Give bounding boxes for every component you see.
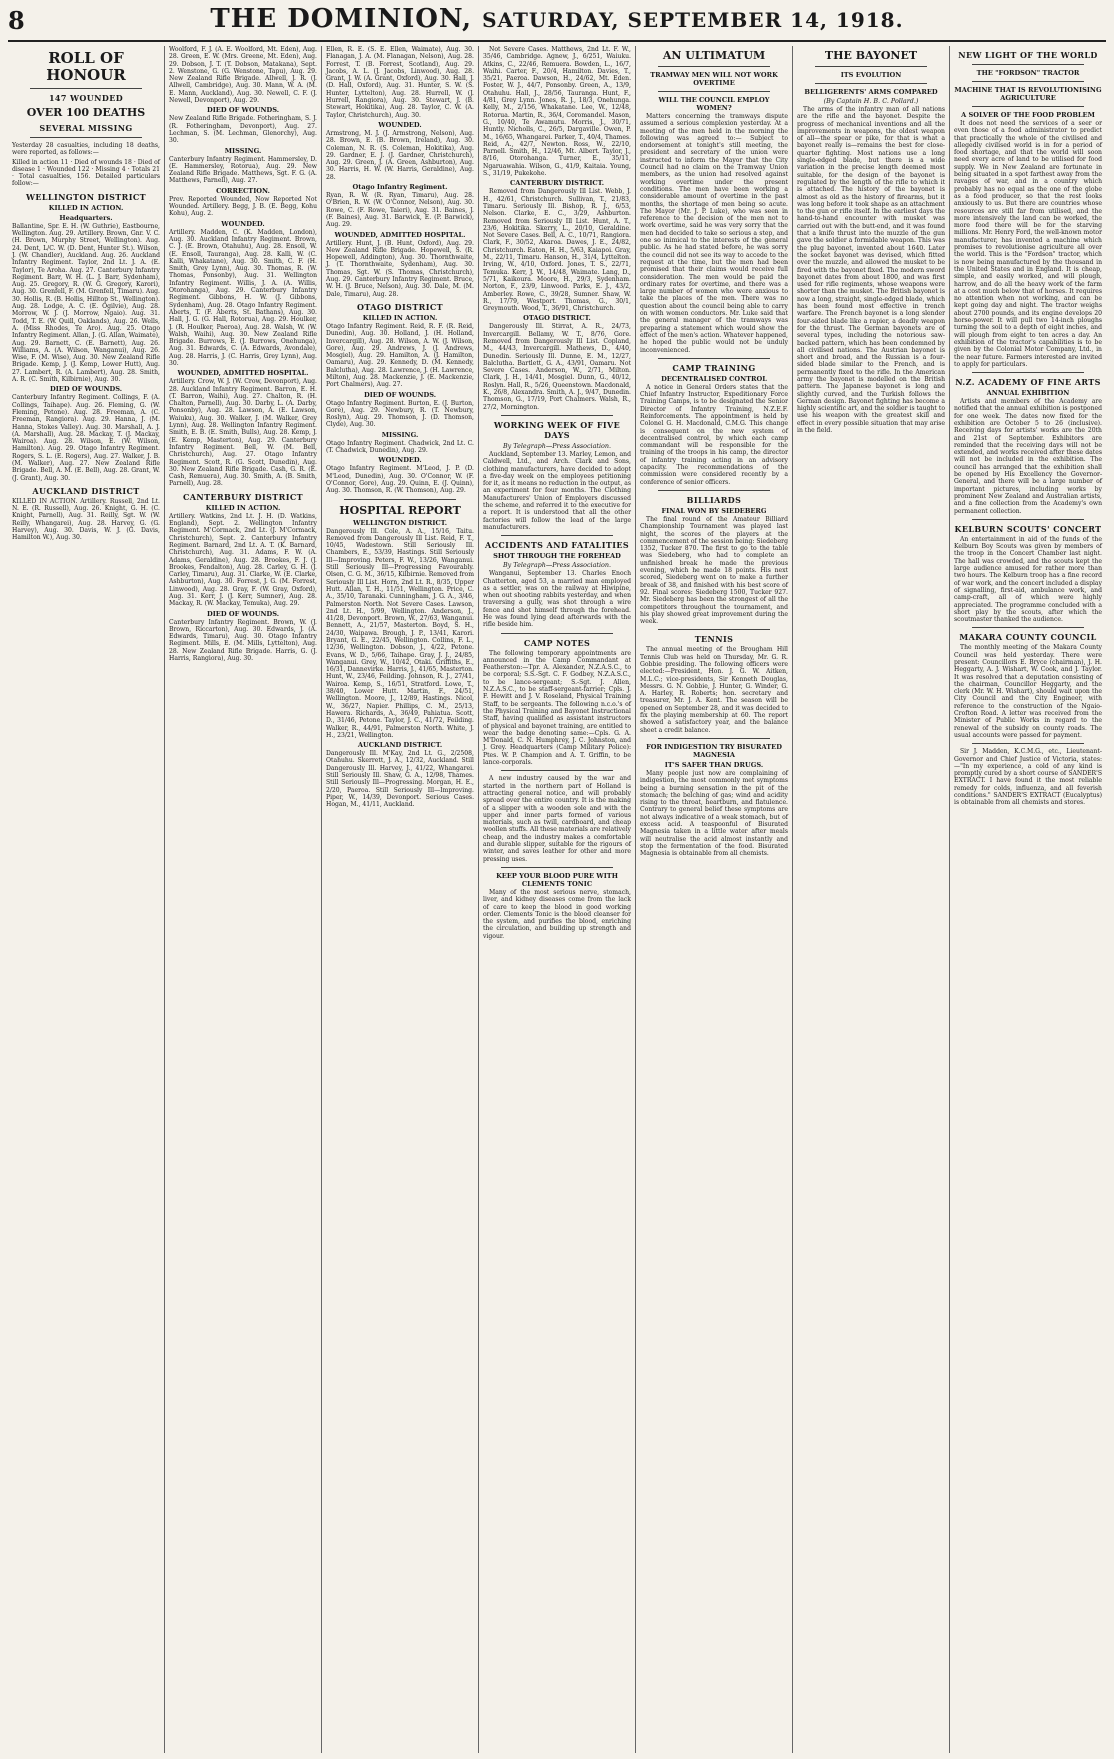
advert-body: Many of the most serious nerve, stomach, liver, and kidney diseases come from the lack of care to keep the blood in good working order. Clements Tonic is the blood cleanser for the system, and purifies the blood, enriching the circulation, and building up strength and vigour. xyxy=(483,888,631,940)
casualty-list: Woolford, F. J. (A. E. Woolford, Mt. Eden), Aug. 28. Green, E. W. (Mrs. Greene, Mt. Eden), Aug. 29. Dobson, J. T. (T. Dobson, Matakana), Sept. 2. Wenstone, G. (G. Wenstone, Tapu), Aug. 29. New Zealand Rifle Brigade. Allwell, J. R. (J. Allwell, Cambridge), Aug. 30. Mann, W. A. (M. E. Mann, Auckland), Aug. 30. Newell, C. F. (J. Newell, Devonport), Aug. 29. xyxy=(169,46,317,105)
fordson-subheadline: THE "FORDSON" TRACTOR xyxy=(976,69,1080,77)
divider xyxy=(972,64,1084,65)
casualty-list: Prev. Reported Wounded, Now Reported Not Wounded. Artillery. Begg, J. B. (E. Begg, Kohu Kohu), Aug. 2. xyxy=(169,195,317,218)
divider xyxy=(501,415,613,416)
casualty-list: Ellen, R. E. (S. E. Ellen, Waimate), Aug. 30. Flanagan, J. A. (M. Flanagan, Nelson), Aug. 28. Forrest, T. (B. Forrest, Scotland), Aug. 29. Jacobs, A. L. (J. Jacobs, Linwood), Aug. 28. Grant, J. W. (A. Grant, Oxford), Aug. 30. Hall, J. (D. Hall, Oxford), Aug. 31. Hunter, S. W. (S. Hunter, Lyttelton), Aug. 28. Hurrell, W. (J. Hurrell, Rangiora), Aug. 30. Stewart, J. (B. Stewart, Hokitika), Aug. 28. Taylor, C. W. (A. Taylor, Christchurch), Aug. 30. xyxy=(326,46,474,119)
fordson-subheadline-3: A SOLVER OF THE FOOD PROBLEM xyxy=(961,111,1095,119)
article-body: The arms of the infantry man of all nations are the rifle and the bayonet. Despite the progress of mechanical inventions and all the improvements in weapons, the oldest weapon of all—the spear or pike, for that is what a bayonet really is—remains the best for close-quarter fighting. Most nations use a long single-edged blade, but there is a wide variation in the precise length deemed most suitable, for the design of the bayonet is regulated by the length of the rifle to which it is attached. The history of the bayonet is almost as old as the history of firearms, but it was long before it took shape as an attachment to the gun or rifle itself. In the earliest days the hand-to-hand encounter with musket was carried out with the butt-end, and it was found that a knife thrust into the muzzle of the gun gave the soldier a formidable weapon. This was the plug bayonet, invented about 1640. Later the socket bayonet was devised, which fitted over the muzzle, and allowed the musket to be fired with the bayonet fixed. The modern sword bayonet dates from about 1800, and was first used for rifle regiments, whose weapons were shorter than the musket. The British bayonet is now a long, straight, single-edged blade, which has been found most effective in trench warfare. The French bayonet is a long slender four-sided blade like a rapier, a deadly weapon for the thrust. The German bayonets are of several types, including the notorious saw-backed pattern, which has been condemned by all civilised nations. The Austrian bayonet is short and broad, and the Russian is a four-sided blade similar to the French, and is permanently fixed to the rifle. In the American army the bayonet is modelled on the British pattern. The Japanese bayonet is long and slightly curved, and the Turkish follows the German design. Bayonet fighting has become a highly scientific art, and the soldier is taught to use his weapon with the greatest skill and effect in every possible situation that may arise in the field. xyxy=(797,106,945,435)
otago-district-heading: OTAGO DISTRICT xyxy=(357,301,443,312)
article-body: A notice in General Orders states that the Chief Infantry Instructor, Expeditionary Force Training Camps, is to be designated the Senior Director of Infantry Training, N.Z.E.F. Reinforcements. The appointment is held by Colonel G. H. Macdonald, C.M.G. This change is consequent on the new system of decentralised control, by which each camp commandant will be responsible for the training of the troops in his camp, the director of infantry training acting in an advisory capacity. The recommendations of the commission were considered recently by a conference of senior officers. xyxy=(640,383,788,486)
byline: By Telegraph—Press Association. xyxy=(502,561,612,570)
divider xyxy=(658,91,770,92)
canterbury-district-heading: CANTERBURY DISTRICT. xyxy=(509,179,605,188)
casualty-list: Artillery. Watkins, 2nd Lt. J. H. (D. Watkins, England), Sept. 2. Wellington Infantry Regiment. M'Cormack, 2nd Lt. (J. M'Cormack, Christchurch), Sept. 2. Canterbury Infantry Regiment. Barnard, 2nd Lt. A. T. (K. Barnard, Christchurch), Aug. 31. Adams, F. W. (A. Adams, Geraldine), Aug. 28. Brookes, F. J. (J. Brookes, Fendalton), Aug. 28. Carley, G. H. (J. Carley, Timaru), Aug. 31. Clarke, W. (E. Clarke, Ashburton), Aug. 30. Forrest, J. G. (M. Forrest, Linwood), Aug. 28. Gray, F. (W. Gray, Oxford), Aug. 31. Kerr, J. (J. Kerr, Sumner), Aug. 28. Mackay, R. (W. Mackay, Temuka), Aug. 29. xyxy=(169,512,317,608)
deaths-heading: OVER 100 DEATHS xyxy=(26,106,146,119)
camp-training-headline: CAMP TRAINING xyxy=(672,362,756,373)
council-subheadline: WILL THE COUNCIL EMPLOY WOMEN? xyxy=(658,96,770,112)
kelburn-headline: KELBURN SCOUTS' CONCERT xyxy=(954,523,1102,534)
makara-headline: MAKARA COUNTY COUNCIL xyxy=(959,632,1097,643)
regiment-heading: Otago Infantry Regiment. xyxy=(352,183,448,192)
divider xyxy=(658,490,770,491)
article-body: Wanganui, September 13. Charles Enoch Chatterton, aged 53, a married man employed as a settler, was on the railway at Hiwipine, when out shooting rabbits yesterday, and when traversing a gully, was shot through a wire fence and shot himself through the forehead. He was found lying dead afterwards with the rifle beside him. xyxy=(483,570,631,629)
new-light-headline: NEW LIGHT OF THE WORLD xyxy=(958,50,1098,60)
newspaper-name: THE DOMINION, xyxy=(210,4,473,34)
accidents-subheadline: SHOT THROUGH THE FOREHEAD xyxy=(493,552,621,561)
hospital-list: Removed from Dangerously Ill List. Webb, J. H., 42/61, Christchurch. Sullivan, T., 21/83, Timaru. Seriously Ill. Bishop, R. J., 6/53, Nelson. Clarke, E. C., 3/29, Ashburton. Removed from Seriously Ill List. Hunt, A. T., 23/6, Hokitika. Skerry, L., 20/10, Geraldine. Not Severe Cases. Bell, A. C., 10/71, Rangiora. Clark, F., 30/52, Akaroa. Dawes, J. E., 24/82, Christchurch. Eaton, H. H., 5/63, Kaiapoi. Gray, M., 22/11, Timaru. Hanson, H., 31/4, Lyttelton. Irving, W., 4/10, Oxford. Jones, T. S., 22/71, Temuka. Kerr, J. W., 14/48, Waimate. Lang, D., 5/71, Kaikoura. Moore, H., 29/3, Sydenham. Norton, F., 23/9, Linwood. Parks, E. J., 43/2, Amberley. Rowe, C., 39/28, Sumner. Shaw, W. R., 17/79, Westport. Thomas, G., 30/1, Greymouth. Wood, T., 36/91, Christchurch. xyxy=(483,188,631,313)
divider xyxy=(815,66,927,67)
casualty-list: Armstrong, M. J. (J. Armstrong, Nelson), Aug. 28. Brown, E. (B. Brown, Ireland), Aug. 30. Coleman, N. R. (S. Coleman, Hokitika), Aug. 29. Gardner, E. J. (J. Gardner, Christchurch), Aug. 29. Green, J. (A. Green, Ashburton), Aug. 30. Harris, H. W. (W. Harris, Geraldine), Aug. 28. xyxy=(326,129,474,181)
auckland-district-heading: AUCKLAND DISTRICT xyxy=(32,485,140,496)
casualty-list: Canterbury Infantry Regiment. Collings, F. (A. Collings, Taihape). Aug. 26. Fleming, G. (W. Fleming, Petone). Aug. 28. Freeman, A. (C. Freeman, Rangiora). Aug. 29. Hanna, J. (M. Hanna, Stokes Valley). Aug. 30. Marshall, A. J. (A. Marshall), Aug. 28. Mackay, T. (J. Mackay, Wairoa). Aug. 28. Wilson, E. (W. Wilson, Hamilton). Aug. 29. Otago Infantry Regiment. Rogers, S. L. (E. Rogers), Aug. 27. Walker, J. B. (M. Walker), Aug. 27. New Zealand Rifle Brigade. Bell, A. M. (E. Bell), Aug. 28. Grant, W. (J. Grant), Aug. 30. xyxy=(12,394,160,482)
fordson-subheadline-2: MACHINE THAT IS REVOLUTIONISING AGRICULTURE xyxy=(954,86,1102,102)
hospital-list: Not Severe Cases. Matthews, 2nd Lt. F. W., 35/46, Cambridge. Agnew, J., 6/251, Waiuku. Atkins, C., 22/46, Remuera. Bowden, L., 16/7, Waihi. Carter, F., 20/4, Hamilton. Davies, T., 35/21, Paeroa. Dawson, H., 24/62, Mt. Eden. Foster, W. J., 44/7, Ponsonby. Green, A., 13/9, Otahuhu. Hall, J., 28/56, Tauranga. Hunt, F., 4/81, Grey Lynn. Jones, R. J., 18/3, Onehunga. Kelly, M., 2/156, Whakatane. Lee, W., 12/48, Rotorua. Martin, R., 36/4, Coromandel. Mason, G., 10/40, Te Awamutu. Morris, J., 30/71, Huntly. Nicholls, C., 26/5, Dargaville. Owen, P. M., 16/65, Whangarei. Parker, T., 40/4, Thames. Reid, A., 42/7, Newton. Ross, W., 22/10, Parnell. Smith, H., 12/46, Mt. Albert. Taylor, J., 8/16, Otorohanga. Turner, E., 35/11, Ngaruawahia. Wilson, G., 41/9, Kaitaia. Young, S., 31/19, Pukekohe. xyxy=(483,46,631,178)
article-body: An entertainment in aid of the funds of the Kelburn Boy Scouts was given by members of the troop in the Concert Chamber last night. The hall was crowded, and the scouts kept the large audience amused for rather more than two hours. The Kelburn troop has a fine record of war work, and the concert included a display of signalling, first-aid, ambulance work, and camp-craft, all of which were highly appreciated. The programme concluded with a short play by the scouts, after which the scoutmaster thanked the audience. xyxy=(954,535,1102,624)
divider xyxy=(972,372,1084,373)
canterbury-district-heading: CANTERBURY DISTRICT xyxy=(183,491,303,502)
hospital-list: Dangerously Ill. Stirrat, A. R., 24/73, Invercargill. Bellamy, W. T., 8/76, Gore. Removed from Dangerously Ill List. Copland, M., 44/43, Invercargill. Mathews, D., 4/40, Dunedin. Seriously Ill. Dunne, E. M., 12/27, Balclutha. Bartlett, G. A., 43/91, Oamaru. Not Severe Cases. Anderson, W., 2/71, Milton. Clark, J. H., 14/41, Mosgiel. Dunn, G., 40/12, Roslyn. Hall, R., 5/26, Queenstown. Macdonald, K., 26/8, Alexandra. Smith, A. J., 9/47, Dunedin. Thomson, G., 17/19, Port Chalmers. Walsh, R., 27/2, Mornington. xyxy=(483,323,631,411)
column-6 xyxy=(793,46,950,1753)
died-of-wounds-heading: DIED OF WOUNDS. xyxy=(206,609,280,618)
missing-heading: MISSING. xyxy=(381,430,419,439)
byline: (By Captain H. B. C. Pollard.) xyxy=(823,97,919,105)
wellington-district-heading: WELLINGTON DISTRICT. xyxy=(352,518,448,527)
missing-heading: SEVERAL MISSING xyxy=(39,123,133,133)
killed-in-action-heading: KILLED IN ACTION. xyxy=(48,203,124,212)
academy-subheadline: ANNUAL EXHIBITION xyxy=(986,389,1070,398)
hospital-list: Dangerously Ill. Cole, A. A., 15/16, Taitu. Removed from Dangerously Ill List. Reid, F. T., 10/45, Wadestown. Still Seriously Ill. Chambers, E., 53/39, Hastings. Still Seriously Ill—Improving. Peters, F. W., 13/26, Wanganui. Still Seriously Ill—Progressing Favourably. Olsen, C. G. M., 36/15, Kilbirnie. Removed from Seriously Ill List. Horn, 2nd Lt. R., 8/35, Upper Hutt. Allan, T. H., 11/51, Wellington. Price, C. A., 35/10, Taranaki. Cunningham, J. G. A., 3/46, Palmerston North. Not Severe Cases. Lawson, 2nd Lt. H., 5/99, Wellington. Anderson, J., 41/28, Devonport. Brown, W., 27/63, Wanganui. Bennett, A., 21/57, Masterton. Boyd, S. H., 24/30, Waipawa. Brough, J. P., 13/41, Karori. Bryant, G. E., 22/45, Wellington. Collins, F. L., 12/36, Wellington. Dobson, J., 4/22, Petone. Evans, W. D., 5/66, Taihape. Gray, J. J., 24/85, Wanganui. Grey, W., 10/42, Otaki. Griffiths, E., 16/31, Dannevirke. Harris, J., 41/65, Masterton. Hunt, W., 23/46, Feilding. Johnson, R. J., 27/41, Wairoa. Kemp, S., 16/51, Stratford. Lowe, T., 38/40, Lower Hutt. Martin, F., 24/51, Wellington. Moore, J., 12/89, Hastings. Nicol, W., 36/27, Napier. Phillips, C. M., 25/13, Hawera. Richards, A., 36/49, Pahiatua. Scott, D., 31/46, Petone. Taylor, J. C., 41/72, Feilding. Walker, R., 44/91, Palmerston North. White, J. H., 23/21, Wellington. xyxy=(326,527,474,739)
divider xyxy=(815,83,927,84)
divider xyxy=(972,743,1084,744)
wounded-admitted-heading: WOUNDED, ADMITTED HOSPITAL. xyxy=(177,369,309,378)
bayonet-headline: THE BAYONET xyxy=(824,49,918,62)
article-body: The annual meeting of the Brougham Hill Tennis Club was held on Thursday, Mr. G. R. Gobbie presiding. The following officers were elected:—President, Hon. J. G. W. Aitken, M.L.C.; vice-presidents, Sir Kenneth Douglas, Messrs. G. N. Gobbie, J. Hunter, G. Winder, G. A. Harley, R. Roberts; hon. secretary and treasurer, Mr. J. A. Kent. The season will be opened on September 28, and it was decided to fix the playing membership at 60. The report showed a satisfactory year, and the balance sheet a credit balance. xyxy=(640,646,788,734)
byline: By Telegraph—Press Association. xyxy=(502,441,612,450)
killed-in-action-heading: KILLED IN ACTION. xyxy=(362,313,438,322)
article-body: A new industry caused by the war and started in the northern part of Holland is attracting general notice, and will probably spread over the entire country. It is the making of a slipper with a wooden sole and with the upper and inner parts formed of various materials, such as twill, cardboard, and cheap woollen stuffs. All these materials are relatively cheap, and the industry makes a comfortable and durable slipper, suitable for the rigours of winter, and saves leather for other and more pressing uses. xyxy=(483,775,631,863)
divider xyxy=(501,867,613,868)
casualty-list: Otago Infantry Regiment. Reid, R. F. (R. Reid, Dunedin), Aug. 30. Holland, J. (H. Holland, Invercargill), Aug. 28. Wilson, A. W. (J. Wilson, Gore), Aug. 29. Andrews, J. (J. Andrews, Mosgiel), Aug. 29. Hamilton, A. (J. Hamilton, Oamaru), Aug. 29. Kennedy, D. (M. Kennedy, Balclutha), Aug. 28. Lawrence, J. (H. Lawrence, Milton), Aug. 28. Mackenzie, J. (E. Mackenzie, Port Chalmers), Aug. 27. xyxy=(326,322,474,389)
bayonet-subheadline: ITS EVOLUTION xyxy=(840,71,902,79)
wounded-heading: WOUNDED. xyxy=(378,456,422,465)
column-1 xyxy=(8,46,165,1753)
divider xyxy=(658,629,770,630)
column-4 xyxy=(479,46,636,1753)
article-body: Matters concerning the tramways dispute assumed a serious complexion yesterday. At a meeting of the men held in the morning the following was agreed to:— Subject to endorsement at tonight's still meeting, the president and secretary of the union were instructed to inform the Mayor that the City Council had no claim on the Tramway Union members, as the union had resolved against working overtime under the present conditions. The men have been working a considerable amount of overtime in the past months, the shortage of men being so acute. The Mayor (Mr. J. P. Luke), who was seen in reference to the decision of the men not to work overtime, said he was very sorry that the men had decided to take so serious a step, and one so inimical to the interests of the general public. As he had stated before, he was sorry the council did not see its way to accede to the request at the time, but the men had been promised that their claims would receive full consideration. The men would be paid the ordinary rates for overtime, and there was a large number of women who were anxious to take the places of the men. There was no question about the council being able to carry on with women conductors. Mr. Luke said that the general manager of the tramways was preparing a statement which would show the effect of the men's action. Whatever happened, he hoped the public would not be unduly inconvenienced. xyxy=(640,113,788,354)
divider xyxy=(344,499,456,500)
divider xyxy=(30,88,142,89)
wounded-admitted-heading: WOUNDED, ADMITTED HOSPITAL. xyxy=(334,230,466,239)
billiards-subheadline: FINAL WON BY SIEDEBERG xyxy=(661,506,767,515)
bayonet-subheadline-2: BELLIGERENTS' ARMS COMPARED xyxy=(804,88,938,96)
casualty-list: KILLED IN ACTION. Artillery. Russell, 2nd Lt. N. E. (R. Russell), Aug. 26. Knight, G. H. (C. Knight, Parnell), Aug. 31. Reilly, Sgt. W. (W. Reilly, Whangarei), Aug. 28. Harvey, G. (G. Harvey), Aug. 30. Davis, W. J. (G. Davis, Hamilton W.), Aug. 30. xyxy=(12,497,160,542)
casualty-list: Otago Infantry Regiment. Burton, E. (J. Burton, Gore), Aug. 29. Newbury, R. (T. Newbury, Roslyn), Aug. 29. Thomson, J. (D. Thomson, Clyde), Aug. 30. xyxy=(326,399,474,429)
roll-summary: Killed in action 11 · Died of wounds 18 · Died of disease 1 · Wounded 122 · Missing 4 · Totals 21 · Total casualties, 156. Detailed particulars follow:— xyxy=(12,158,160,188)
article-body: Artists and members of the Academy are notified that the annual exhibition is postponed for one week. The dates now fixed for the exhibition are October 5 to 26 (inclusive). Receiving days for artists' works are the 20th and 21st of September. Exhibitors are reminded that the receiving days will not be extended, and works received after these dates will not be included in the exhibition. The council has arranged that the exhibition shall be opened by His Excellency the Governor-General, and there will be a large number of important pictures, including works by prominent New Zealand and Australian artists, and a fine collection from the Academy's own permanent collection. xyxy=(954,398,1102,515)
casualty-list: Canterbury Infantry Regiment. Hammersley, D. (E. Hammersley, Rotorua), Aug. 29. New Zealand Rifle Brigade. Matthews, Sgt. F. G. (A. Matthews, Parnell), Aug. 27. xyxy=(169,155,317,185)
tennis-headline: TENNIS xyxy=(694,634,734,645)
ultimatum-headline: AN ULTIMATUM xyxy=(662,49,766,62)
casualty-list: New Zealand Rifle Brigade. Fotheringham, S. J. (R. Fotheringham, Devonport), Aug. 27. Lechman, S. (M. Lechman, Glenorchy), Aug. 30. xyxy=(169,115,317,145)
divider xyxy=(501,535,613,536)
hospital-report-heading: HOSPITAL REPORT xyxy=(339,503,461,517)
auckland-district-heading: AUCKLAND DISTRICT. xyxy=(357,741,443,750)
accidents-headline: ACCIDENTS AND FATALITIES xyxy=(484,540,630,551)
camp-training-subheadline: DECENTRALISED CONTROL xyxy=(661,374,767,383)
column-7 xyxy=(950,46,1106,1753)
wounded-heading: 147 WOUNDED xyxy=(48,93,124,103)
headquarters-heading: Headquarters. xyxy=(59,213,113,222)
columns xyxy=(8,46,1106,1753)
divider xyxy=(658,358,770,359)
missing-heading: MISSING. xyxy=(224,146,262,155)
camp-notes-headline: CAMP NOTES xyxy=(523,637,591,648)
casualty-list: Ballantine, Spr. E. H. (W. Guthrie), Eastbourne, Wellington. Aug. 29. Artillery. Brown, Gnr. V. C. (H. Brown, Murphy Street, Wellington). Aug. 24. Dent, L/C. W. (D. Dent, Hunter St.). Wilson, J. (W. Chandler), Auckland. Aug. 26. Auckland Infantry Regiment. Taylor, 2nd Lt. J. A. (E. Taylor), Te Aroha. Aug. 27. Canterbury Infantry Regiment. Barr, W. H. (L. J. Barr, Sydenham), Aug. 25. Gregory, R. (W. G. Gregory, Karori), Aug. 30. Grenfell, F. (M. Grenfell, Timaru). Aug. 30. Hollis, R. (B. Hollis, Hilltop St., Wellington). Aug. 28. Lodge, A. C. (E. Ogilvie), Aug. 28. Morrow, W. J. (J. Morrow, Ngaio). Aug. 31. Todd, T. E. (W. Quill, Oaklands), Aug. 26. Wells, A. (Miss Rhodes, Te Aro). Aug. 25. Otago Infantry Regiment. Allan, J. (G. Allan, Waimate), Aug. 29. Barnett, C. (E. Barnett), Aug. 26. Williams, A. (A. Wilson, Wanganui), Aug. 26. Wise, F. (M. Wise), Aug. 30. New Zealand Rifle Brigade. Kemp, J. (J. Kemp, Lower Hutt), Aug. 27. Lambert, R. (A. Lambert), Aug. 28. Smith, A. R. (C. Smith, Kilbirnie), Aug. 30. xyxy=(12,222,160,384)
divider xyxy=(972,106,1084,107)
died-of-wounds-heading: DIED OF WOUNDS. xyxy=(49,385,123,394)
wounded-heading: WOUNDED. xyxy=(221,219,265,228)
divider xyxy=(501,770,613,771)
correction-heading: CORRECTION. xyxy=(216,186,270,195)
indigestion-advert-subheadline: IT'S SAFER THAN DRUGS. xyxy=(664,760,764,769)
article-body: It does not need the services of a seer or even those of a food administrator to predict that practically the whole of the civilised and allegedly civilised world is in for a period of food shortage, and that the world will soon need every acre of land to be utilised for food supply. We in New Zealand are fortunate in being situated in a spot farthest away from the ravages of war, and in a country which probably has no equal as the one of the globe as a food producer, so that the rest looks anxiously to us. But there are countries whose resources are still far from utilised, and the more intensively the land can be worked, the more food there will be for the starving millions. Mr. Henry Ford, the well-known motor manufacturer, has invented a machine which promises to revolutionise agriculture all over the world. This is the "Fordson" tractor, which is now being manufactured by the thousand in the United States and in England. It is cheap, simple, and easily worked, and will plough, harrow, and do all the heavy work of the farm at a cost much below that of horses. It requires no attention when not working, and can be kept going day and night. The tractor weighs about 2700 pounds, and its engine develops 20 horse-power. It will pull two 14-inch ploughs turning the soil to a depth of eight inches, and will plough from eight to ten acres a day. An exhibition of the tractor's capabilities is to be given by the Colonial Motor Company, Ltd., in the near future. Farmers interested are invited to apply for particulars. xyxy=(954,120,1102,368)
killed-in-action-heading: KILLED IN ACTION. xyxy=(205,503,281,512)
wellington-district-heading: WELLINGTON DISTRICT xyxy=(26,191,146,202)
column-2 xyxy=(165,46,322,1753)
casualty-list: Artillery. Madden, C. (K. Madden, London), Aug. 30. Auckland Infantry Regiment. Brown, C. J. (E. Brown, Otahuhu), Aug. 28. Ensoll, W. (E. Ensoll, Tauranga), Aug. 28. Kalli, W. (C. Kalli, Whakatane), Aug. 30. Smith, C. F. (H. Smith, Grey Lynn), Aug. 30. Thomas, R. (W. Thomas, Ponsonby), Aug. 31. Wellington Infantry Regiment. Willis, J. A. (A. Willis, Otorohanga), Aug. 29. Canterbury Infantry Regiment. Gibbons, H. W. (J. Gibbons, Sydenham), Aug. 28. Otago Infantry Regiment. Aberts, T. (F. Aberts, St. Bathans), Aug. 30. Hall, J. G. (G. Hall, Rotorua), Aug. 29. Houlker, J. (R. Houlker, Paeroa), Aug. 28. Walsh, W. (W. Walsh, Waihi), Aug. 30. New Zealand Rifle Brigade. Burrows, E. (J. Burrows, Onehunga), Aug. 31. Edwards, C. (A. Edwards, Avondale), Aug. 28. Harris, J. (C. Harris, Grey Lynn), Aug. 30. xyxy=(169,228,317,367)
casualty-list: Artillery. Hunt, J. (B. Hunt, Oxford), Aug. 29. New Zealand Rifle Brigade. Hopewell, S. (R. Hopewell, Addington), Aug. 30. Thornthwaite, J. (T. Thornthwaite, Sydenham), Aug. 30. Thomas, Sgt. W. (S. Thomas, Christchurch), Aug. 29. Canterbury Infantry Regiment. Bruce, W. H. (J. Bruce, Nelson), Aug. 30. Dale, M. (M. Dale, Timaru), Aug. 28. xyxy=(326,239,474,298)
column-5 xyxy=(636,46,793,1753)
wounded-heading: WOUNDED. xyxy=(378,120,422,129)
billiards-headline: BILLIARDS xyxy=(686,494,742,505)
divider xyxy=(972,519,1084,520)
otago-district-heading: OTAGO DISTRICT. xyxy=(523,314,591,323)
casualty-list: Otago Infantry Regiment. M'Leod, J. P. (D. M'Leod, Dunedin), Aug. 30. O'Connor, W. (F. O'Connor, Gore), Aug. 29. Quinn, E. (J. Quinn), Aug. 30. Thomson, R. (W. Thomson), Aug. 29. xyxy=(326,465,474,495)
roll-of-honour-heading: ROLL OF HONOUR xyxy=(46,49,126,84)
working-week-headline: WORKING WEEK OF FIVE DAYS xyxy=(493,419,621,440)
academy-headline: N.Z. ACADEMY OF FINE ARTS xyxy=(955,377,1101,388)
casualty-list: Otago Infantry Regiment. Chadwick, 2nd Lt. C. (T. Chadwick, Dunedin), Aug. 29. xyxy=(326,439,474,455)
article-body: The monthly meeting of the Makara County Council was held yesterday. There were present: Councillors E. Bryce (chairman), J. H. Heggarty, A. J. Wishart, W. Cook, and J. Taylor. It was resolved that a deputation consisting of the chairman, Councillor Heggarty, and the clerk (Mr. W. H. Wishart), should wait upon the City Council and the City Engineer, with reference to the construction of the Ngaio-Crofton Road. A letter was received from the Minister of Public Works in regard to the renewal of the subsidy on county roads. The usual accounts were passed for payment. xyxy=(954,644,1102,739)
died-of-wounds-heading: DIED OF WOUNDS. xyxy=(206,106,280,115)
casualty-list: Ryan, R. W. (R. Ryan, Timaru), Aug. 28. O'Brien, R. W. (W. O'Connor, Nelson), Aug. 30. Rowe, C. (F. Rowe, Taieri), Aug. 31. Baines, J. (F. Baines), Aug. 31. Barwick, E. (P. Barwick), Aug. 29. xyxy=(326,192,474,229)
issue-date: SATURDAY, SEPTEMBER 14, 1918. xyxy=(482,8,904,32)
casualty-list: Canterbury Infantry Regiment. Brown, W. (J. Brown, Riccarton), Aug. 30. Edwards, J. (A. Edwards, Timaru), Aug. 30. Otago Infantry Regiment. Mills, E. (M. Mills, Lyttelton), Aug. 28. New Zealand Rifle Brigade. Harris, G. (J. Harris, Rangiora), Aug. 30. xyxy=(169,618,317,663)
advert-body: Many people just now are complaining of indigestion, the most commonly met symptoms being a burning sensation in the pit of the stomach; the belching of gas; wind and acidity rising to the throat, heartburn, and flatulence. Contrary to general belief these symptoms are not always indicative of a weak stomach, but of excess acid. A teaspoonful of Bisurated Magnesia taken in a little water after meals will neutralise the acid almost instantly and stop the fermentation of the food. Bisurated Magnesia is obtainable from all chemists. xyxy=(640,769,788,858)
tramway-subheadline: TRAMWAY MEN WILL NOT WORK OVERTIME xyxy=(650,71,778,87)
column-3 xyxy=(322,46,479,1753)
casualty-list: Artillery. Crow, W. J. (W. Crow, Devonport), Aug. 28. Auckland Infantry Regiment. Barron, E. H. (T. Barron, Waihi), Aug. 27. Chalton, R. (H. Chalton, Parnell), Aug. 30. Darby, L. (A. Darby, Ponsonby), Aug. 28. Lawson, A. (E. Lawson, Waiuku), Aug. 30. Walker, J. (M. Walker, Grey Lynn), Aug. 28. Wellington Infantry Regiment. Smith, E. B. (E. Smith, Bulls), Aug. 28. Kemp, J. (E. Kemp, Masterton), Aug. 29. Canterbury Infantry Regiment. Bell, W. (M. Bell, Christchurch), Aug. 27. Otago Infantry Regiment. Scott, R. (G. Scott, Dunedin), Aug. 30. New Zealand Rifle Brigade. Cash, G. R. (E. Cash, Remuera), Aug. 30. Smith, A. (B. Smith, Parnell), Aug. 28. xyxy=(169,378,317,488)
indigestion-advert-headline: FOR INDIGESTION TRY BISURATED MAGNESIA xyxy=(646,742,782,759)
divider xyxy=(501,633,613,634)
died-of-wounds-heading: DIED OF WOUNDS. xyxy=(363,390,437,399)
divider xyxy=(972,627,1084,628)
divider xyxy=(658,66,770,67)
article-body: The final round of the Amateur Billiard Championship Tournament was played last night, the scores of the players at the commencement of the session being: Siedeberg 1352, Tucker 870. The first to go to the table was Siedeberg, who had to complete an unfinished break he made the previous evening, which he made 18 points. His next scored, Siedeberg went on to make a further break of 38, and finished with his best score of 92. Final scores: Siedeberg 1500, Tucker 927. Mr. Siedeberg has been the strongest of all the competitors throughout the tournament, and his play showed great improvement during the week. xyxy=(640,515,788,626)
divider xyxy=(658,738,770,739)
divider xyxy=(972,81,1084,82)
advert-body: Sir J. Madden, K.C.M.G., etc., Lieutenant-Governor and Chief Justice of Victoria, states:—"In my experience, a cold of any kind is promptly cured by a short course of SANDER'S EXTRACT. I have found it the most reliable remedy for colds, influenza, and all feverish conditions." SANDER'S EXTRACT (Eucalyptus) is obtainable from all chemists and stores. xyxy=(954,748,1102,807)
roll-intro: Yesterday 28 casualties, including 18 deaths, were reported, as follows:— xyxy=(12,142,160,157)
masthead-title xyxy=(8,4,1106,34)
divider xyxy=(30,137,142,138)
page-number: 8 xyxy=(8,6,25,35)
advert-headline: KEEP YOUR BLOOD PURE WITH CLEMENTS TONIC xyxy=(496,871,618,888)
article-body: Auckland, September 13. Marley, Lemon, and Caldwell, Ltd., and Arch. Clark and Sons, clothing manufacturers, have decided to adopt a five-day week on the employees petitioning for it, as it means no reduction in the output, as an experiment for four months. The Clothing Manufacturers' Union of Employers discussed the scheme, and referred it to the executive for a report. It is understood that all the other factories will follow the lead of the large manufacturers. xyxy=(483,450,631,531)
hospital-list: Dangerously Ill. M'Kay, 2nd Lt. G., 2/2508, Otahuhu. Skerrett, J. A., 12/32, Auckland. Still Dangerously Ill. Harvey, J., 41/22, Whangarei. Still Seriously Ill. Shaw, G. A., 12/98, Thames. Still Seriously Ill—Progressing. Morgan, H. E., 2/20, Paeroa. Still Seriously Ill—Improving. Piper, W., 14/39, Devonport. Serious Cases. Hogan, M., 41/11, Auckland. xyxy=(326,750,474,809)
masthead xyxy=(8,2,1106,42)
article-body: The following temporary appointments are announced in the Camp Commandant at Featherston:—Tpr. A. Alexander, N.Z.A.S.C., to be corporal; S.S.-Sgt. C. F. Godbey, N.Z.A.S.C., to be lance-sergeant; S.-Sgt. J. Allen, N.Z.A.S.C., to be staff-sergeant-farrier; Cpls. J. F. Hewitt and J. V. Roseland, Physical Training Staff, to be sergeants. The following n.c.o.'s of the Physical Training and Bayonet Instructional Staff, having qualified as assistant instructors of physical and bayonet training, are entitled to wear the badge denoting same:—Cpls. G. A. M'Donald, C. N. Humphrey, J. C. Johnston, and J. Grey. Headquarters (Camp Military Police): Ptes. W. P. Champion and A. T. Griffin, to be lance-corporals. xyxy=(483,649,631,767)
